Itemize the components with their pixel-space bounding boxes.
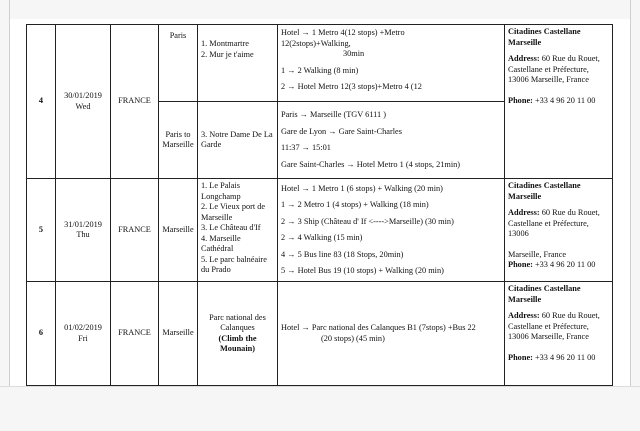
route-line: Gare Saint-Charles → Hotel Metro 1 (4 stops, 21min) [281,159,461,169]
hotel-address: 60 Rue du Rouet, Castellane et Préfecture, 13006 [508,208,600,238]
place-item: 4. Marseille Cathédral [201,233,241,253]
places-cell [198,282,278,386]
hotel-phone: +33 4 96 20 11 00 [534,95,596,105]
route-cell [278,282,505,386]
day-number: 4 [27,25,56,179]
country-cell: FRANCE [111,282,159,386]
hotel-cell [505,179,613,282]
day-number: 6 [27,282,56,386]
places-cell [198,25,278,102]
city-cell: Marseille [159,282,198,386]
route-line: Hotel → Parc national des Calanques B1 (7stops) +Bus 22 [281,323,476,332]
hotel-city: Marseille, France [508,249,567,259]
city-cell: Marseille [159,179,198,282]
day-date [56,25,111,179]
place-item: 5. Le parc balnéaire du Prado [201,254,267,274]
date-value: 01/02/2019 [64,323,102,332]
route-line: 2 → 4 Walking (15 min) [281,233,363,242]
table-row [27,282,613,386]
hotel-cell [505,282,613,386]
hotel-address: 60 Rue du Rouet, Castellane et Préfecture, 13006 Marseille, France [508,311,600,341]
phone-label: Phone: [508,352,533,362]
day-date [56,179,111,282]
route-cell [278,179,505,282]
hotel-address: 60 Rue du Rouet, Castellane et Préfecture, 13006 Marseille, France [508,54,600,84]
place-item: 3. Le Château d'If [201,223,261,232]
hotel-name: Citadines Castellane Marseille [508,181,581,201]
address-label: Address: [508,54,540,63]
places-cell [198,179,278,282]
phone-label: Phone: [508,260,533,269]
places-cell [198,102,278,179]
route-line: 5 → Hotel Bus 19 (10 stops) + Walking (20 min) [281,266,444,275]
city-cell: Paris to Marseille [159,102,198,179]
route-cell [278,25,505,102]
phone-label: Phone: [508,95,533,105]
route-line: Hotel → 1 Metro 4(12 stops) +Metro [281,28,405,37]
route-line: 2 → 3 Ship (Château d' If <---->Marseille) (30 min) [281,216,454,226]
weekday-value: Wed [75,101,91,111]
place-note: (Climb the Mounain) [218,333,257,353]
day-number: 5 [27,179,56,282]
place-item: 2. Le Vieux port de Marseille [201,202,266,222]
table-row [27,25,613,102]
hotel-name: Citadines Castellane Marseille [508,27,581,47]
country-cell: FRANCE [111,25,159,179]
place-item: 1. Le Palais Longchamp [201,181,241,201]
place-item: 2. Mur je t'aime [201,49,254,59]
route-line: Gare de Lyon → Gare Saint-Charles [281,126,402,136]
route-line: 1 → 2 Metro 1 (4 stops) + Walking (18 min) [281,200,429,209]
address-label: Address: [508,311,540,320]
city-cell: Paris [159,25,198,102]
route-line: 2 → Hotel Metro 12(3 stops)+Metro 4 (12 [281,82,422,91]
route-line: Paris → Marseille (TGV 6111 ) [281,110,386,119]
country-cell: FRANCE [111,179,159,282]
route-line: 4 → 5 Bus line 83 (18 Stops, 20min) [281,249,404,259]
date-value: 30/01/2019 [64,91,102,100]
hotel-cell [505,25,613,179]
route-line: 30min [343,49,365,58]
viewer-top-bar [0,0,640,19]
date-value: 31/01/2019 [64,219,102,229]
address-label: Address: [508,208,540,217]
place-item: 1. Montmartre [201,39,249,48]
day-date [56,282,111,386]
hotel-phone: +33 4 96 20 11 00 [534,260,596,269]
place-item: 3. Notre Dame De La Garde [201,129,273,149]
weekday-value: Thu [76,230,90,239]
route-line: Hotel → 1 Metro 1 (6 stops) + Walking (20 min) [281,183,443,193]
hotel-phone: +33 4 96 20 11 00 [534,352,596,362]
hotel-name: Citadines Castellane Marseille [508,284,581,304]
table-row [27,179,613,282]
route-line: 1 → 2 Walking (8 min) [281,65,359,75]
viewer-bottom-area [0,386,640,431]
route-line: (20 stops) (45 min) [321,333,385,343]
route-line: 12(2stops)+Walking, [281,38,351,48]
viewer-right-edge [630,0,640,430]
viewer-left-edge [0,0,10,430]
route-cell [278,102,505,179]
weekday-value: Fri [78,333,88,343]
place-item: Parc national des Calanques [209,312,266,332]
route-line: 11:37 → 15:01 [281,143,331,152]
itinerary-table [26,24,613,386]
